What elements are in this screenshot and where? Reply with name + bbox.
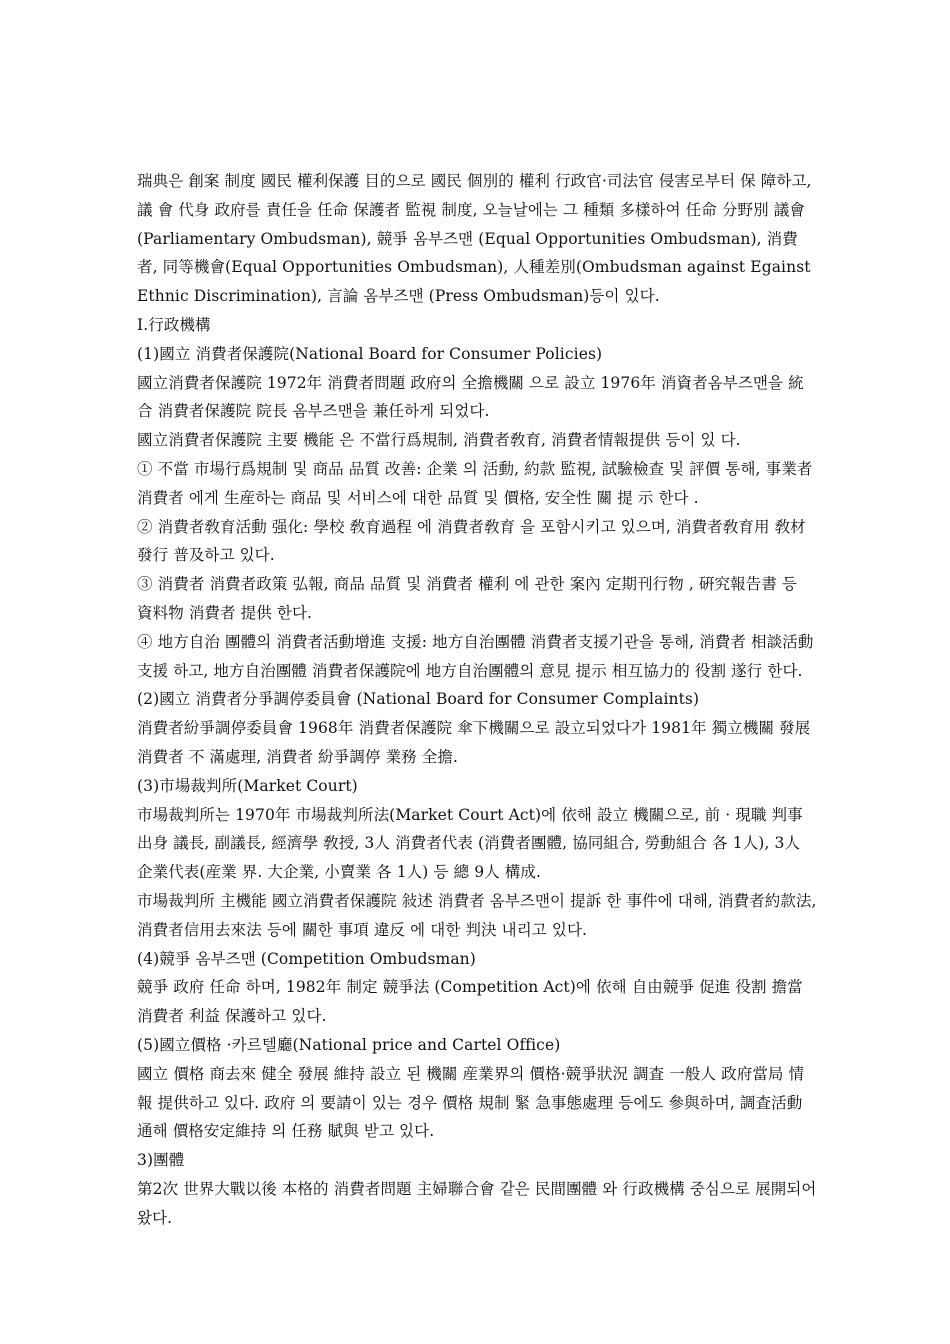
subsection-heading-price-cartel-office: (5)國立價格 ·카르텔廳(National price and Cartel Office) xyxy=(137,1035,561,1054)
paragraph-price-cartel-office: 國立 價格 商去來 健全 發展 維持 設立 된 機關 産業界의 價格·競爭狀況 調査 一般人 政府當局 情報 提供하고 있다. 政府 의 要請이 있는 경우 價格 規制 緊 急事態處理 등에도 參與하며, 調査活動 通해 價格安定維持 의 任務 賦與 받고 있다. xyxy=(137,1064,805,1141)
paragraph-consumer-board-functions: 國立消費者保護院 主要 機能 은 不當行爲規制, 消費者敎育, 消費者情報提供 등이 있 다. xyxy=(137,431,741,450)
document-body xyxy=(137,167,817,1232)
section-heading-administrative: I.行政機構 xyxy=(137,315,211,334)
subsection-heading-competition-ombudsman: (4)競爭 옴부즈맨 (Competition Ombudsman) xyxy=(137,949,476,968)
list-item-4: ④ 地方自治 團體의 消費者活動增進 支援: 地方自治團體 消費者支援기관을 통해, 消費者 相談活動 支援 하고, 地方自治團體 消費者保護院에 地方自治團體의 意見 提示 相互協力的 役割 遂行 한다. xyxy=(137,632,814,680)
paragraph-market-court-composition: 市場裁判所는 1970年 市場裁判所法(Market Court Act)에 依해 設立 機關으로, 前 · 現職 判事 出身 議長, 副議長, 經濟學 敎授, 3人 消費者代表 (消費者團體, 協同組合, 勞動組合 各 1人), 3人 企業代表(産業 界. 大企業, 小賣業 各 1人) 등 總 9人 構成. xyxy=(137,805,803,882)
list-item-1: ① 不當 市場行爲規制 및 商品 品質 改善: 企業 의 活動, 約款 監視, 試驗檢查 및 評價 통해, 事業者 消費者 에게 生産하는 商品 및 서비스에 대한 品質 및 價格, 安全性 關 提 示 한다 . xyxy=(137,459,813,507)
paragraph-competition-ombudsman: 競爭 政府 任命 하며, 1982年 制定 競爭法 (Competition Act)에 依해 自由競爭 促進 役割 擔當 消費者 利益 保護하고 있다. xyxy=(137,978,803,1026)
subsection-heading-consumer-board: (1)國立 消費者保護院(National Board for Consumer Policies) xyxy=(137,344,603,363)
paragraph-organizations: 第2次 世界大戰以後 本格的 消費者問題 主婦聯合會 같은 民間團體 와 行政機構 중심으로 展開되어 왔다. xyxy=(137,1179,817,1227)
section-heading-organizations: 3)團體 xyxy=(137,1151,185,1170)
paragraph-consumer-board-history: 國立消費者保護院 1972年 消費者問題 政府의 全擔機關 으로 設立 1976年 消資者옴부즈맨을 統合 消費者保護院 院長 옴부즈맨을 兼任하게 되었다. xyxy=(137,373,804,421)
subsection-heading-complaints-board: (2)國立 消費者分爭調停委員會 (National Board for Consumer Complaints) xyxy=(137,690,700,709)
subsection-heading-market-court: (3)市場裁判所(Market Court) xyxy=(137,776,358,795)
list-item-3: ③ 消費者 消費者政策 弘報, 商品 品質 및 消費者 權利 에 관한 案內 定期刊行物 , 硏究報告書 등 資料物 消費者 提供 한다. xyxy=(137,575,798,622)
list-item-2: ② 消費者敎育活動 强化: 學校 敎育過程 에 消費者敎育 을 포함시키고 있으며, 消費者敎育用 敎材 發行 普及하고 있다. xyxy=(137,517,806,565)
intro-paragraph: 瑞典은 創案 制度 國民 權利保護 目的으로 國民 個別的 權利 行政官·司法官 侵害로부터 保 障하고, 議 會 代身 政府를 責任을 任命 保護者 監視 制度, 오늘날에는 그 種類 多樣하여 任命 分野別 議會(Parliamentary Ombudsman), 競爭 옴부즈맨 (Equal Opportunities Ombudsman), 消費者, 同等機會(Equal Opportunities Ombudsman), 人種差別(Ombudsman against Egainst Ethnic Discrimination), 言論 옴부즈맨 (Press Ombudsman)등이 있다. xyxy=(137,172,812,306)
paragraph-market-court-function: 市場裁判所 主機能 國立消費者保護院 敍述 消費者 옴부즈맨이 提訴 한 事件에 대해, 消費者約款法, 消費者信用去來法 등에 關한 事項 違反 에 대한 判決 내리고 있다. xyxy=(137,891,817,939)
paragraph-complaints-board: 消費者紛爭調停委員會 1968年 消費者保護院 傘下機關으로 設立되었다가 1981年 獨立機關 發展 消費者 不 滿處理, 消費者 紛爭調停 業務 全擔. xyxy=(137,719,811,766)
